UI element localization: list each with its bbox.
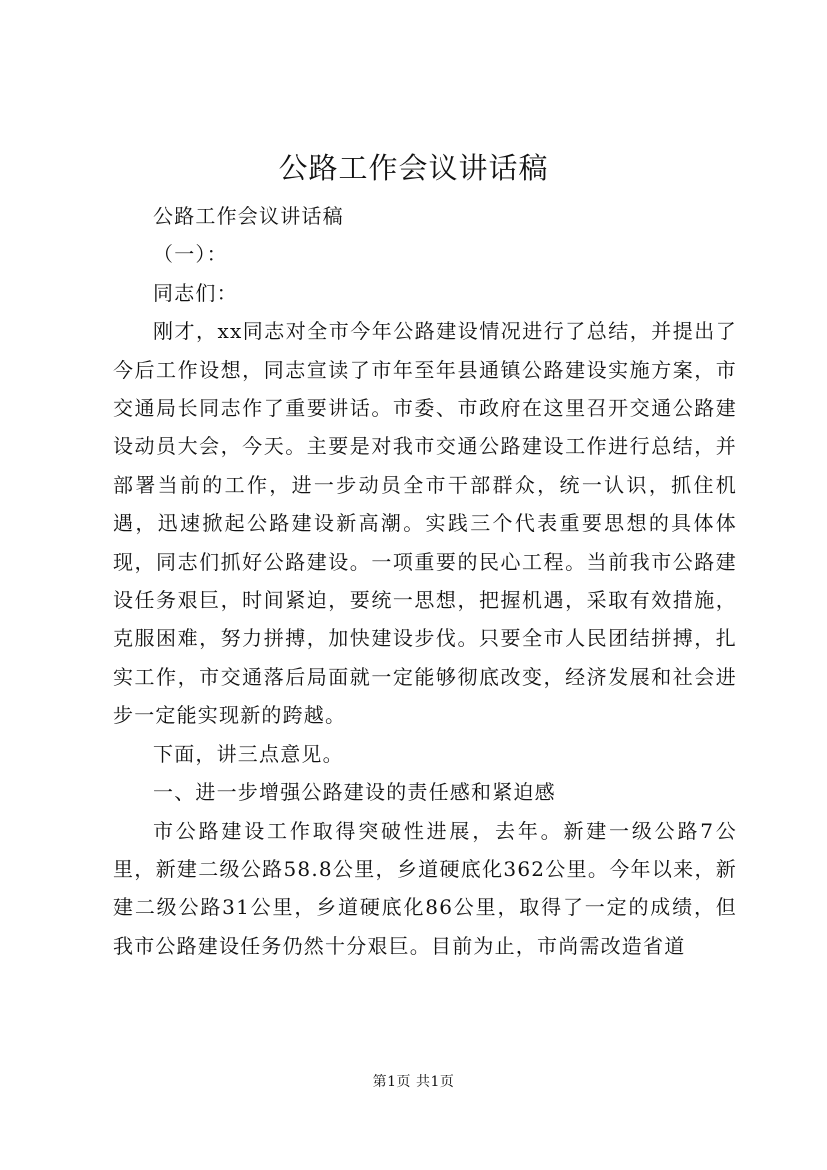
document-body (113, 197, 737, 965)
page-number-footer: 第1页 共1页 (372, 1074, 455, 1090)
paragraph-opening: 刚才，xx同志对全市今年公路建设情况进行了总结，并提出了今后工作设想，同志宣读了市年至年县通镇公路建设实施方案，市交通局长同志作了重要讲话。市委、市政府在这里召开交通公路建设动员大会，今天。主要是对我市交通公路建设工作进行总结，并部署当前的工作，进一步动员全市干部群众，统一认识，抓住机遇，迅速掀起公路建设新高潮。实践三个代表重要思想的具体体现，同志们抓好公路建设。一项重要的民心工程。当前我市公路建设任务艰巨，时间紧迫，要统一思想，把握机遇，采取有效措施，克服困难，努力拼搏，加快建设步伐。只要全市人民团结拼搏，扎实工作，市交通落后局面就一定能够彻底改变，经济发展和社会进步一定能实现新的跨越。 (113, 319, 737, 728)
paragraph-salutation: 同志们： (153, 280, 238, 305)
paragraph-subtitle: 公路工作会议讲话稿 (153, 204, 344, 228)
paragraph-transition: 下面，讲三点意见。 (153, 741, 344, 766)
paragraph-section-number: （一）： (153, 242, 228, 267)
paragraph-heading-one: 一、进一步增强公路建设的责任感和紧迫感 (153, 780, 556, 805)
paragraph-progress: 市公路建设工作取得突破性进展，去年。新建一级公路7公里，新建二级公路58.8公里，乡道硬底化362公里。今年以来，新建二级公路31公里，乡道硬底化86公里，取得了一定的成绩，但我市公路建设任务仍然十分艰巨。目前为止，市尚需改造省道 (113, 818, 737, 958)
document-title: 公路工作会议讲话稿 (278, 151, 549, 185)
